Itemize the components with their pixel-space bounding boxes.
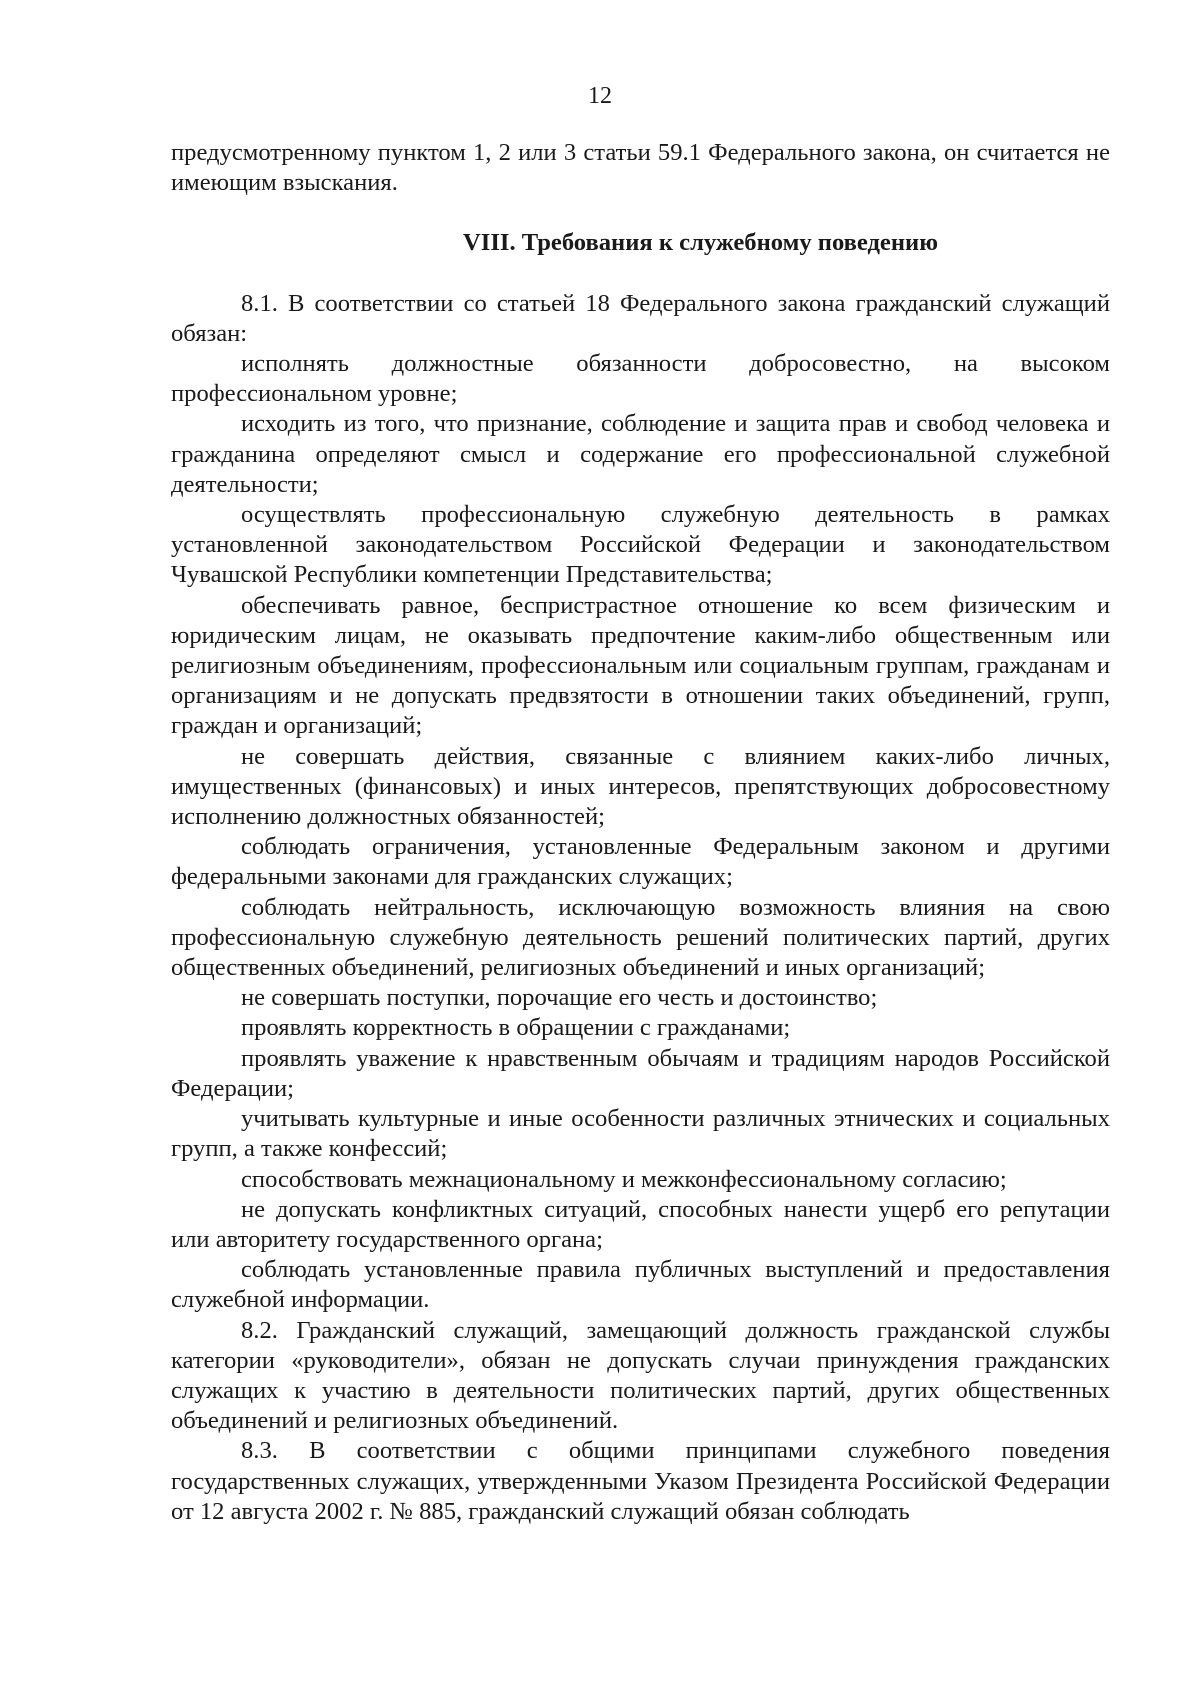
continuation-paragraph: предусмотренному пунктом 1, 2 или 3 статьи 59.1 Федерального закона, он считается не имеющим взыскания. — [171, 139, 1110, 197]
duty-item: не допускать конфликтных ситуаций, способных нанести ущерб его репутации или авторитету государственного органа; — [171, 1195, 1110, 1253]
duty-item: исполнять должностные обязанности добросовестно, на высоком профессиональном уровне; — [171, 350, 1110, 408]
duty-item: исходить из того, что признание, соблюдение и защита прав и свобод человека и гражданина определяют смысл и содержание его профессиональной служебной деятельности; — [171, 410, 1110, 498]
duty-item: обеспечивать равное, беспристрастное отношение ко всем физическим и юридическим лицам, не оказывать предпочтение каким-либо общественным или религиозным объединениям, профессиональным или социальным группам, гражданам и организациям и не допускать предвзятости в отношении таких объединений, групп, граждан и организаций; — [171, 591, 1110, 740]
document-body — [171, 138, 1110, 1527]
duty-item: соблюдать ограничения, установленные Федеральным законом и другими федеральными законами для гражданских служащих; — [171, 833, 1110, 891]
duty-item: способствовать межнациональному и межконфессиональному согласию; — [241, 1165, 1007, 1193]
page-number: 12 — [588, 83, 612, 109]
duty-item: не совершать действия, связанные с влиянием каких-либо личных, имущественных (финансовых) и иных интересов, препятствующих добросовестному исполнению должностных обязанностей; — [171, 742, 1110, 831]
duty-item: учитывать культурные и иные особенности различных этнических и социальных групп, а также конфессий; — [171, 1105, 1110, 1163]
paragraph-8-3: 8.3. В соответствии с общими принципами служебного поведения государственных служащих, утвержденными Указом Президента Российской Федерации от 12 августа 2002 г. № 885, гражданский служащий обязан соблюдать — [171, 1437, 1110, 1525]
paragraph-8-2: 8.2. Гражданский служащий, замещающий должность гражданской службы категории «руководители», обязан не допускать случаи принуждения гражданских служащих к участию в деятельности политических партий, других общественных объединений и религиозных объединений. — [171, 1316, 1110, 1435]
paragraph-8-1: 8.1. В соответствии со статьей 18 Федерального закона гражданский служащий обязан: — [171, 289, 1110, 347]
duty-item: осуществлять профессиональную служебную деятельность в рамках установленной законодательством Российской Федерации и законодательством Чувашской Республики компетенции Представительства; — [171, 501, 1110, 589]
duty-item: проявлять уважение к нравственным обычаям и традициям народов Российской Федерации; — [171, 1044, 1110, 1102]
duty-item: соблюдать установленные правила публичных выступлений и предоставления служебной информации. — [171, 1256, 1110, 1314]
section-heading: VIII. Требования к служебному поведению — [462, 229, 938, 257]
duty-item: соблюдать нейтральность, исключающую возможность влияния на свою профессиональную служебную деятельность решений политических партий, других общественных объединений, религиозных объединений и иных организаций; — [171, 893, 1110, 982]
duty-item: проявлять корректность в обращении с гражданами; — [241, 1014, 791, 1042]
duty-item: не совершать поступки, порочащие его честь и достоинство; — [241, 984, 878, 1012]
